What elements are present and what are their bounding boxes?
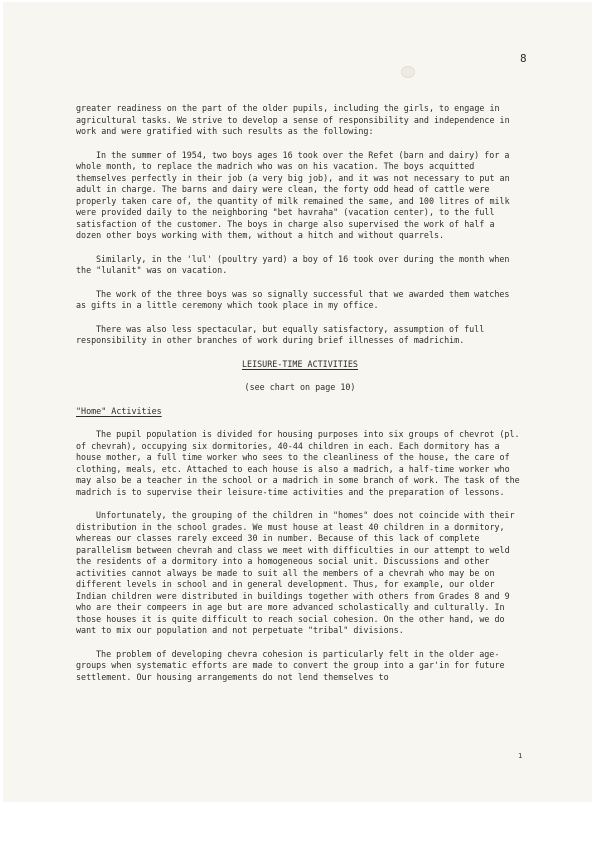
footer-mark: 1 [518, 752, 523, 760]
punch-hole-mark [401, 66, 415, 78]
paragraph-watches-award: The work of the three boys was so signally successful that we awarded them watches as gifts in a little ceremony which took place in my office. [76, 288, 510, 310]
paragraph-agricultural-readiness: greater readiness on the part of the older pupils, including the girls, to engage in agricultural tasks. We strive to develop a sense of responsibility and independence in work and were gratified with such results as the following: [76, 103, 510, 136]
section-heading [76, 359, 524, 371]
paragraph-other-branches: There was also less spectacular, but equally satisfactory, assumption of full responsibility in other branches of work during brief illnesses of madrichim. [76, 323, 485, 345]
paragraph-grouping-issues: Unfortunately, the grouping of the children in "homes" does not coincide with their distribution in the school grades. We must house at least 40 children in a dormitory, whereas our classes rarely exceed 30 in number. Because of this lack of complete parallelism between chevrah and class we meet with difficulties in our attempt to weld the residents of a dormitory into a homogeneous social unit. Discussions and other activities cannot always be made to suit all the members of a chevrah who may be on different levels in school and in general development. Thus, for example, our older Indian children were distributed in buildings together with others from Grades 8 and 9 who are their compeers in age but are more advanced scholastically and culturally. In those houses it is quite difficult to reach social cohesion. On the other hand, we do want to mix our population and not perpetuate "tribal" divisions. [76, 510, 515, 635]
paragraph-refet-summer: In the summer of 1954, two boys ages 16 took over the Refet (barn and dairy) for a whole month, to replace the madrich who was on his vacation. The boys acquitted themselves perfectly in their job (a very big job), and it was not necessary to put an adult in charge. The barns and dairy were clean, the forty odd head of cattle were properly taken care of, the quantity of milk remained the same, and 100 litres of milk were provided daily to the neighboring "bet havraha" (vacation center), to the full satisfaction of the customer. The boys in charge also supervised the work of half a dozen other boys working with them, without a hitch and without quarrels. [76, 149, 510, 240]
paragraph-lul-poultry: Similarly, in the 'lul' (poultry yard) a boy of 16 took over during the month when the "lulanit" was on vacation. [76, 253, 510, 275]
paragraph-chevra-cohesion: The problem of developing chevra cohesion is particularly felt in the older age-groups when systematic efforts are made to convert the group into a gar'in for future settlement. Our housing arrangements do not lend themselves to [76, 648, 505, 682]
paragraph-pupil-population: The pupil population is divided for housing purposes into six groups of chevrot (pl. of chevrah), occupying six dormitories, 40-44 children in each. Each dormitory has a house mother, a full time worker who sees to the cleanliness of the house, the care of clothing, meals, etc. Attached to each house is also a madrich, a half-time worker who may also be a teacher in the school or a madrich in some branch of work. The task of the madrich is to supervise their leisure-time activities and the preparation of lessons. [76, 429, 520, 497]
heading-leisure-time-activities: LEISURE-TIME ACTIVITIES [242, 358, 358, 369]
chart-reference: (see chart on page 10) [244, 382, 356, 392]
page-number: 8 [520, 52, 527, 65]
subheading-label: "Home" Activities [76, 405, 162, 416]
document-body [76, 103, 524, 695]
subheading-home-activities [76, 406, 524, 418]
